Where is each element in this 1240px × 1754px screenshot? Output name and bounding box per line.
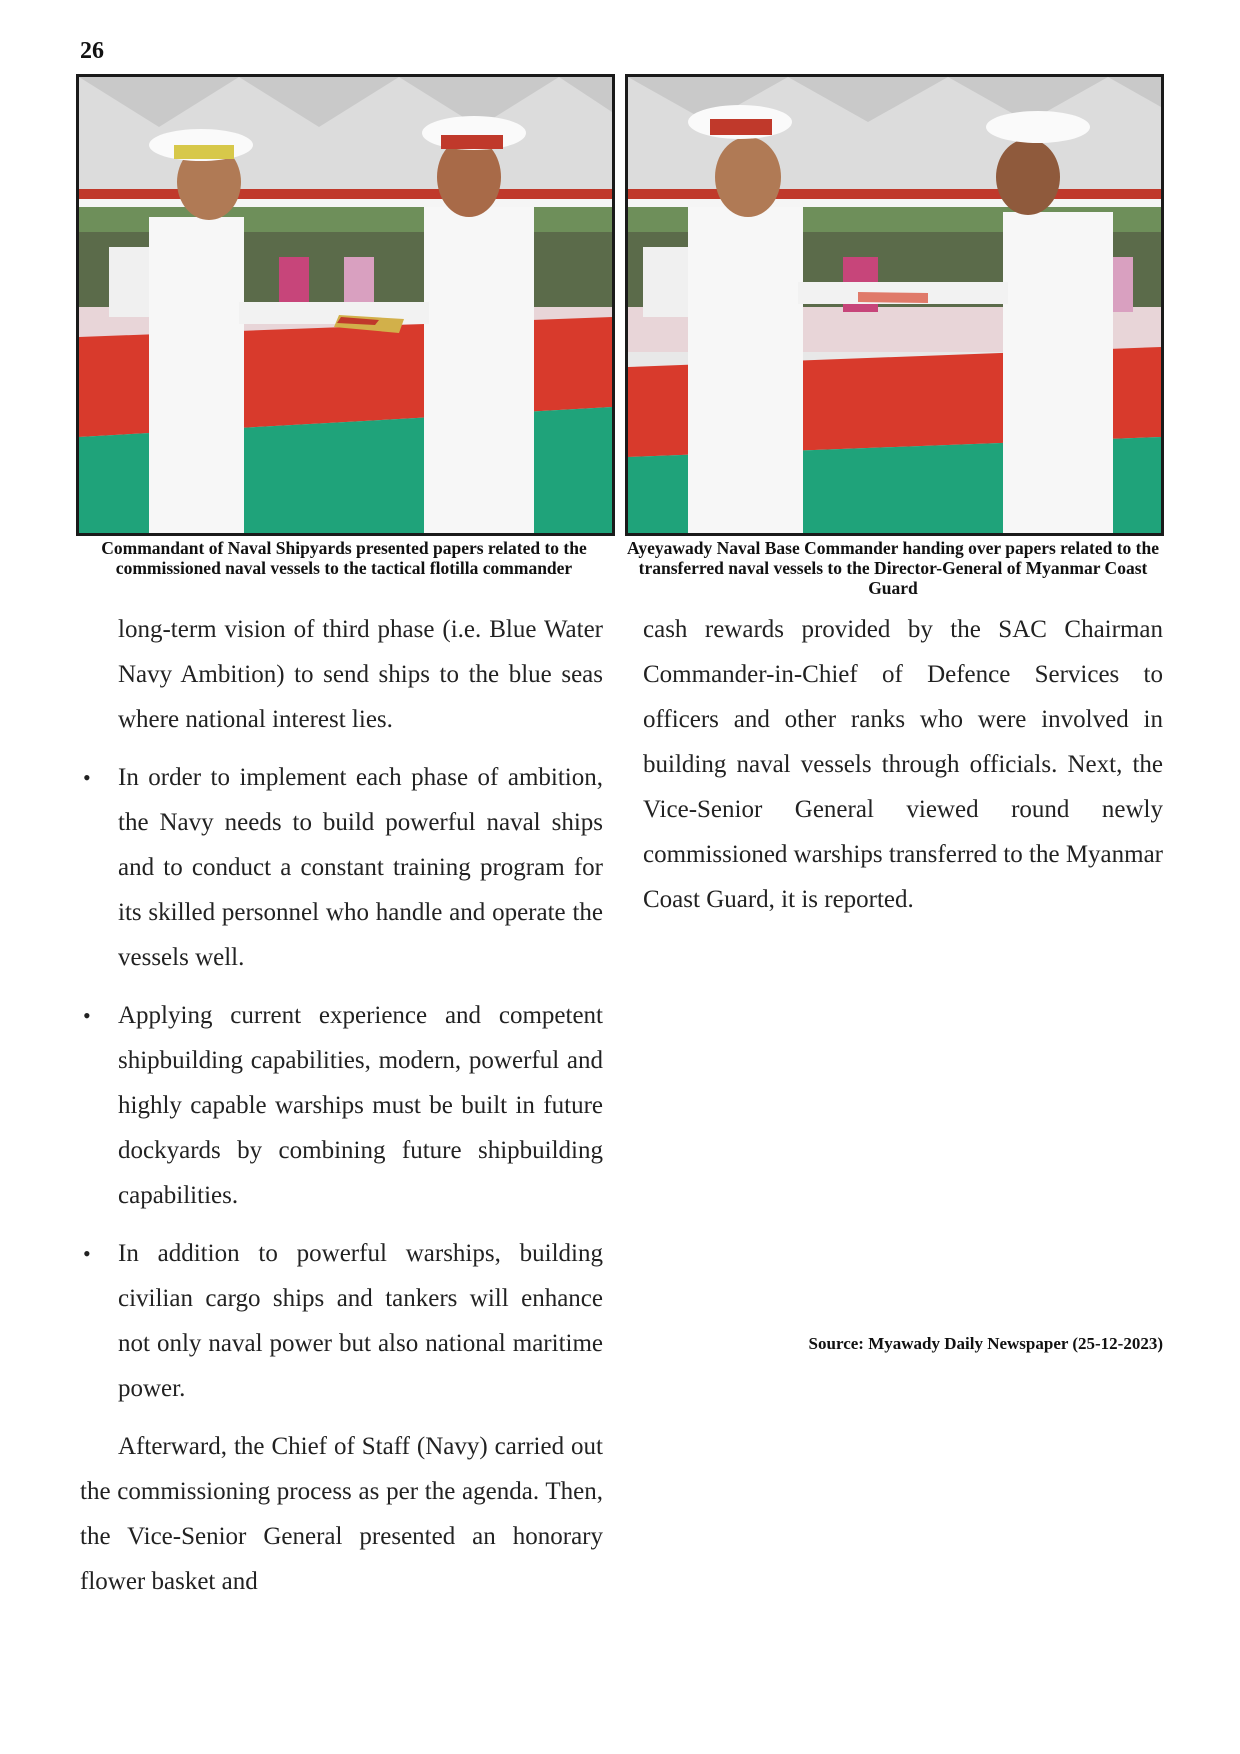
- bullet-item: [80, 755, 603, 980]
- source-credit: Source: Myawady Daily Newspaper (25-12-2023): [808, 1334, 1163, 1353]
- bullet-icon: •: [83, 765, 91, 790]
- bullet-text: Applying current experience and competent shipbuilding capabilities, modern, powerful and highly capable warships must be built in future dockyards by combining future shipbuilding capabilities.: [118, 1002, 603, 1209]
- page-number: 26: [80, 38, 104, 64]
- bullet-text: In addition to powerful warships, building civilian cargo ships and tankers will enhance not only naval power but also national maritime power.: [118, 1240, 603, 1402]
- commissioning-paragraph: Afterward, the Chief of Staff (Navy) carried out the commissioning process as per the agenda. Then, the Vice-Senior General presented an honorary flower basket and: [80, 1433, 603, 1595]
- photo-shipyards-ceremony: [76, 74, 615, 536]
- handover-photo-illustration: [628, 77, 1161, 533]
- bullet-icon: •: [83, 1241, 91, 1266]
- continuation-paragraph: long-term vision of third phase (i.e. Blue Water Navy Ambition) to send ships to the blue seas where national interest lies.: [118, 616, 603, 733]
- bullet-text: In order to implement each phase of ambition, the Navy needs to build powerful naval ships and to conduct a constant training program for its skilled personnel who handle and operate the vessels well.: [118, 764, 603, 971]
- photo-coast-guard-ceremony: [625, 74, 1164, 536]
- bullet-item: [80, 1231, 603, 1411]
- article-right-column: [643, 607, 1163, 922]
- bullet-item: [80, 993, 603, 1218]
- photo-caption-left: Commandant of Naval Shipyards presented papers related to the commissioned naval vessels to the tactical flotilla commander: [101, 538, 587, 578]
- right-column-paragraph: cash rewards provided by the SAC Chairman Commander-in-Chief of Defence Services to officers and other ranks who were involved in building naval vessels through officials. Next, the Vice-Senior General viewed round newly commissioned warships transferred to the Myanmar Coast Guard, it is reported.: [643, 616, 1164, 913]
- ceremony-photo-illustration: [79, 77, 612, 533]
- article-left-column: [80, 607, 603, 1604]
- photo-caption-right: Ayeyawady Naval Base Commander handing over papers related to the transferred naval vessels to the Director-General of Myanmar Coast Guard: [627, 538, 1159, 598]
- bullet-icon: •: [83, 1003, 91, 1028]
- ambition-bullet-list: [80, 755, 603, 1411]
